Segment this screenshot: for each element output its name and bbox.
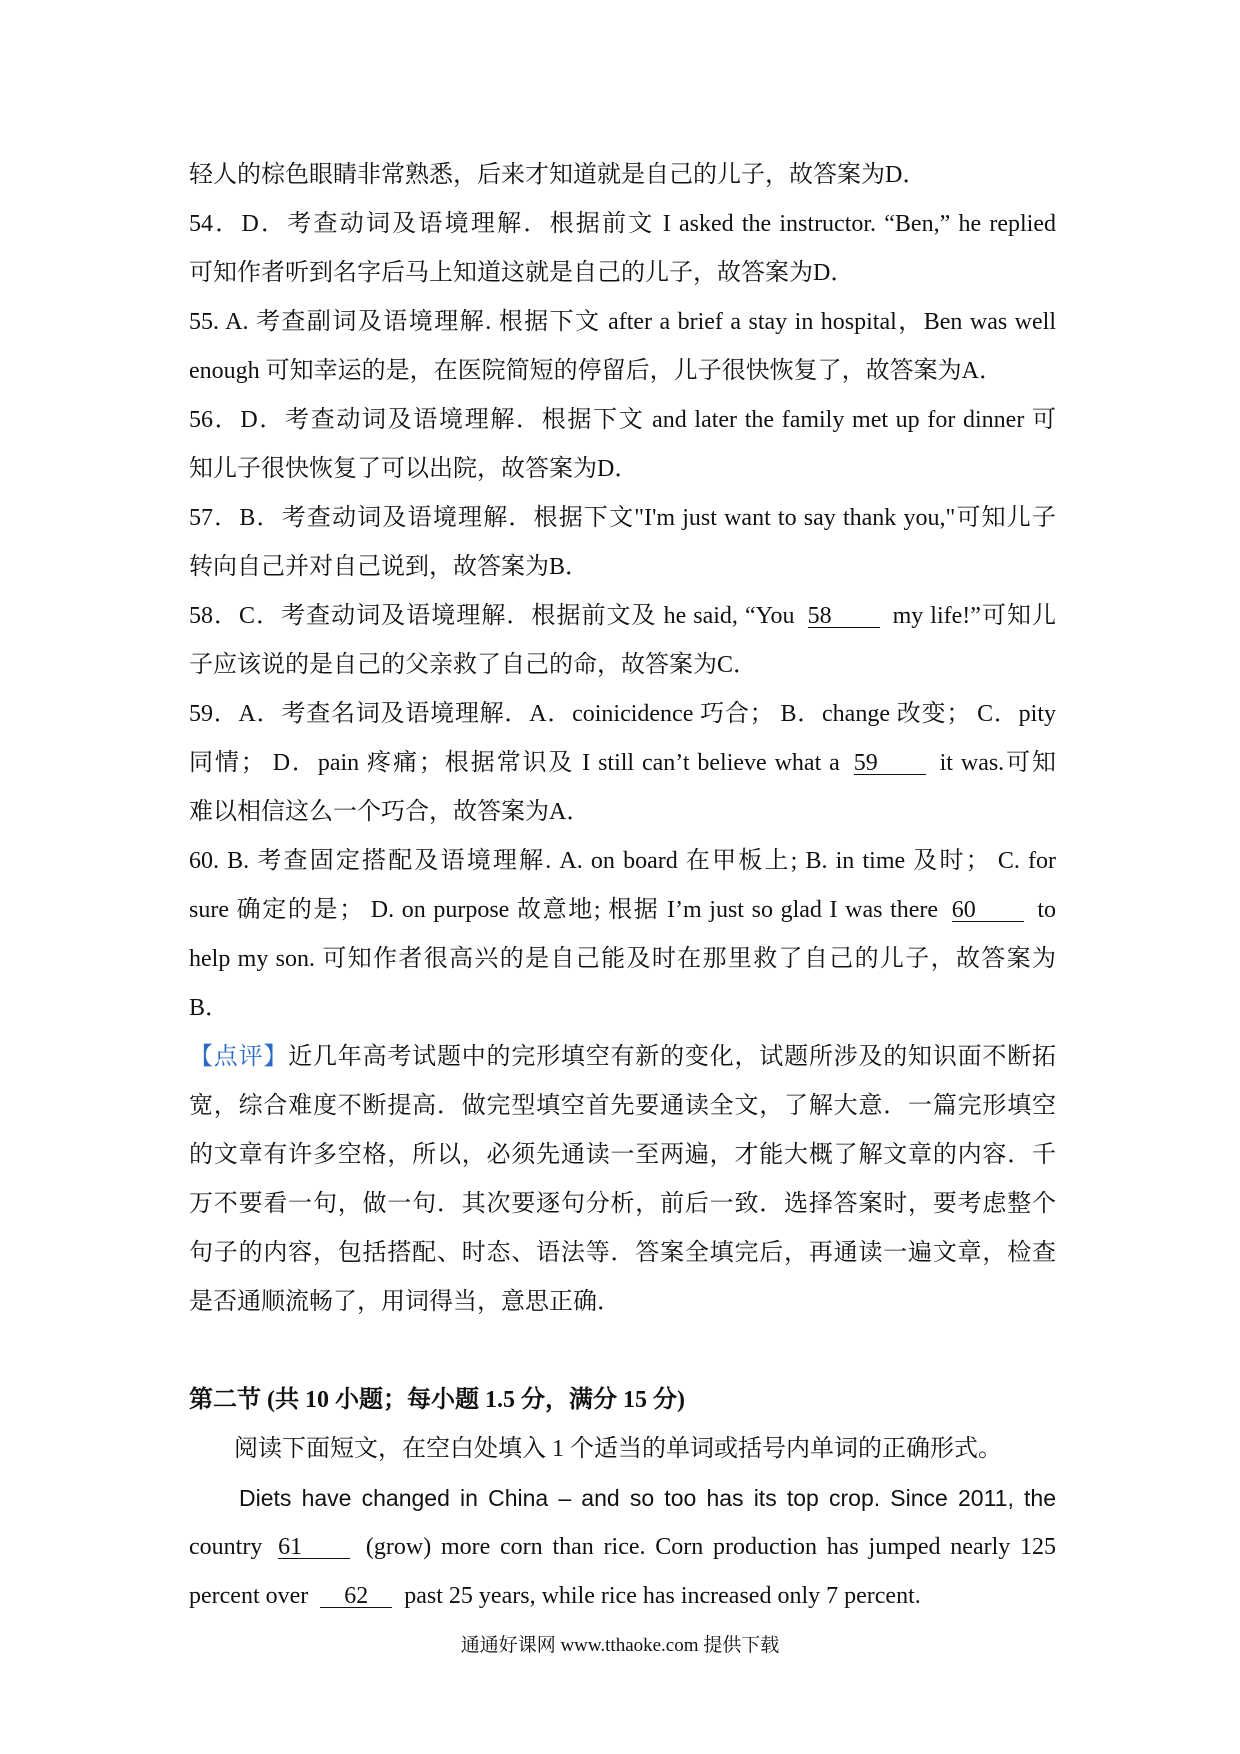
- text-line: 60. B. 考查固定搭配及语境理解. A. on board 在甲板上; B. in time 及时； C. for: [189, 848, 1056, 874]
- text-line: 知儿子很快恢复了可以出院，故答案为D．: [189, 456, 639, 482]
- text-segment: past 25 years, while rice has increased only 7 percent.: [404, 1583, 921, 1609]
- text-line: help my son. 可知作者很高兴的是自己能及时在那里救了自己的儿子，故答案为: [189, 946, 1056, 972]
- text-line: 子应该说的是自己的父亲救了自己的命，故答案为C．: [189, 652, 758, 678]
- blank-number: 61: [278, 1537, 350, 1559]
- text-line: 转向自己并对自己说到，故答案为B．: [189, 554, 590, 580]
- text-line: 万不要看一句，做一句．其次要逐句分析，前后一致．选择答案时，要考虑整个: [189, 1191, 1056, 1217]
- text-segment: 同情； D．pain 疼痛；根据常识及 I still can’t believe what a: [189, 750, 840, 776]
- explanation-55: [189, 298, 1056, 396]
- text-line: [189, 1033, 1056, 1082]
- text-line: [189, 886, 1056, 935]
- text-segment: to: [1037, 897, 1057, 923]
- explanation-57: [189, 494, 1056, 592]
- explanation-59: [189, 690, 1056, 837]
- passage-line: [189, 1572, 1056, 1621]
- comment-block: [189, 1033, 1056, 1327]
- text-line: 59．A．考查名词及语境理解．A．coinicidence 巧合； B．change 改变； C．pity: [189, 701, 1056, 727]
- page-footer: 通通好课网 www.tthaoke.com 提供下载: [460, 1635, 780, 1656]
- text-line: 难以相信这么一个巧合，故答案为A．: [189, 799, 591, 825]
- blank-number: 58: [808, 606, 880, 628]
- comment-label: 【点评】: [189, 1044, 289, 1070]
- text-line: 轻人的棕色眼睛非常熟悉，后来才知道就是自己的儿子，故答案为D．: [189, 162, 927, 188]
- explanation-continuation: [189, 151, 1056, 200]
- text-line: 54．D．考查动词及语境理解．根据前文 I asked the instructor. “Ben,” he replied: [189, 211, 1056, 237]
- explanation-54: [189, 200, 1056, 298]
- text-segment: country: [189, 1534, 263, 1560]
- text-line: [189, 739, 1056, 788]
- text-line: 57．B．考查动词及语境理解．根据下文"I'm just want to say thank you,"可知儿子: [189, 505, 1056, 531]
- text-line: 句子的内容，包括搭配、时态、语法等．答案全填完后，再通读一遍文章，检查: [189, 1240, 1056, 1266]
- text-line: 是否通顺流畅了，用词得当，意思正确．: [189, 1289, 621, 1315]
- text-segment: 58．C．考查动词及语境理解．根据前文及 he said, “You: [189, 603, 795, 629]
- explanation-60: [189, 837, 1056, 1033]
- text-segment: (grow) more corn than rice. Corn production has jumped nearly 125: [365, 1534, 1057, 1560]
- text-line: 可知作者听到名字后马上知道这就是自己的儿子，故答案为D．: [189, 260, 855, 286]
- section-heading: 第二节 (共 10 小题；每小题 1.5 分，满分 15 分): [189, 1387, 685, 1413]
- explanation-58: [189, 592, 1056, 690]
- text-segment: percent over: [189, 1583, 309, 1609]
- text-line: 的文章有许多空格，所以，必须先通读一至两遍，才能大概了解文章的内容．千: [189, 1142, 1056, 1168]
- blank-number: 62: [320, 1586, 392, 1608]
- section-2: [189, 1376, 1056, 1621]
- page-content: [189, 151, 1056, 1621]
- section-gap: [189, 1327, 1056, 1376]
- explanation-56: [189, 396, 1056, 494]
- blank-number: 60: [952, 900, 1024, 922]
- text-segment: my life!”可知儿: [892, 603, 1057, 629]
- text-line: 56．D．考查动词及语境理解．根据下文 and later the family met up for dinner 可: [189, 407, 1056, 433]
- passage-line: [189, 1523, 1056, 1572]
- text-line: 55. A. 考查副词及语境理解. 根据下文 after a brief a stay in hospital，Ben was well: [189, 309, 1056, 335]
- text-segment: it was.可知: [939, 750, 1056, 776]
- text-segment: sure 确定的是； D. on purpose 故意地; 根据 I’m just so glad I was there: [189, 897, 939, 923]
- section-instruction: 阅读下面短文，在空白处填入 1 个适当的单词或括号内单词的正确形式。: [234, 1436, 1002, 1462]
- text-line: enough 可知幸运的是，在医院简短的停留后，儿子很快恢复了，故答案为A．: [189, 358, 1003, 384]
- text-line: B．: [189, 995, 230, 1021]
- text-line: [189, 592, 1056, 641]
- passage-line: Diets have changed in China – and so too has its top crop. Since 2011, the: [239, 1485, 1056, 1511]
- blank-number: 59: [854, 753, 926, 775]
- text-line: 宽，综合难度不断提高．做完型填空首先要通读全文，了解大意．一篇完形填空: [189, 1093, 1056, 1119]
- text-segment: 近几年高考试题中的完形填空有新的变化，试题所涉及的知识面不断拓: [288, 1044, 1057, 1070]
